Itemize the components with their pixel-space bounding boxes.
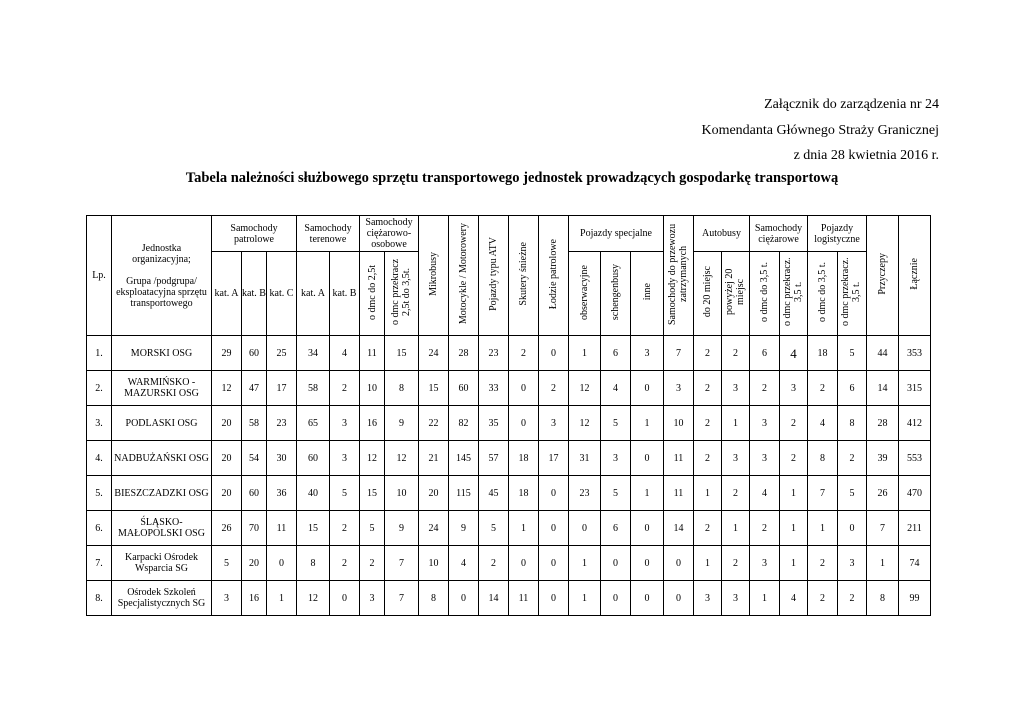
- cell: 115: [449, 476, 479, 511]
- cell: 4: [750, 476, 780, 511]
- cell: 74: [899, 546, 931, 581]
- row-lp: 4.: [87, 441, 112, 476]
- unit-header-line-2: Grupa /podgrupa/ eksploatacyjna sprzętu transportowego: [116, 275, 207, 309]
- cell: 0: [539, 476, 569, 511]
- cell: 39: [867, 441, 899, 476]
- cell: 2: [838, 581, 867, 616]
- cell: 9: [385, 511, 419, 546]
- cell: 2: [330, 546, 360, 581]
- cell: 2: [780, 441, 808, 476]
- cell: 34: [297, 336, 330, 371]
- row-lp: 8.: [87, 581, 112, 616]
- cell: 3: [694, 581, 722, 616]
- cell: 0: [631, 546, 664, 581]
- cell: 3: [780, 371, 808, 406]
- cell: 2: [808, 581, 838, 616]
- cell: 2: [694, 336, 722, 371]
- table-row: [87, 336, 931, 371]
- cell: 0: [330, 581, 360, 616]
- cell: 3: [601, 441, 631, 476]
- cell: 18: [509, 476, 539, 511]
- cell: 470: [899, 476, 931, 511]
- cell: 4: [601, 371, 631, 406]
- cell: 23: [569, 476, 601, 511]
- cell: 7: [385, 581, 419, 616]
- cell: 2: [750, 511, 780, 546]
- cell: 553: [899, 441, 931, 476]
- cell: 60: [242, 476, 267, 511]
- cell: 8: [838, 406, 867, 441]
- cell: 54: [242, 441, 267, 476]
- cell: 10: [419, 546, 449, 581]
- cell: 9: [449, 511, 479, 546]
- cell: 8: [297, 546, 330, 581]
- cell: 20: [212, 476, 242, 511]
- cell: 6: [601, 336, 631, 371]
- group-lodzie: Łodzie patrolowe: [539, 216, 569, 336]
- cell: 47: [242, 371, 267, 406]
- cell: 2: [694, 406, 722, 441]
- sub-ciez-powyzej-35: o dmc przekracz. 3,5 t.: [780, 252, 808, 336]
- row-lp: 5.: [87, 476, 112, 511]
- cell: 82: [449, 406, 479, 441]
- cell: 2: [694, 511, 722, 546]
- cell: 0: [509, 406, 539, 441]
- cell: 0: [539, 581, 569, 616]
- sub-patrol-a: kat. A: [212, 252, 242, 336]
- sub-teren-a: kat. A: [297, 252, 330, 336]
- cell: 16: [360, 406, 385, 441]
- cell: 26: [212, 511, 242, 546]
- cell: 20: [212, 441, 242, 476]
- group-skutery: Skutery śnieżne: [509, 216, 539, 336]
- cell: 2: [330, 371, 360, 406]
- cell: 0: [267, 546, 297, 581]
- cell: 3: [750, 546, 780, 581]
- cell: 1: [694, 546, 722, 581]
- sub-log-do-35: o dmc do 3,5 t.: [808, 252, 838, 336]
- cell: 2: [694, 371, 722, 406]
- cell: 70: [242, 511, 267, 546]
- cell: 1: [780, 476, 808, 511]
- group-patrol: Samochody patrolowe: [212, 216, 297, 252]
- cell: 8: [867, 581, 899, 616]
- cell: 3: [631, 336, 664, 371]
- cell: 60: [449, 371, 479, 406]
- cell: 30: [267, 441, 297, 476]
- cell: 211: [899, 511, 931, 546]
- cell: 1: [867, 546, 899, 581]
- cell: 9: [385, 406, 419, 441]
- table-row: [87, 371, 931, 406]
- cell: 58: [297, 371, 330, 406]
- row-unit-name: Karpacki Ośrodek Wsparcia SG: [112, 546, 212, 581]
- cell: 0: [601, 546, 631, 581]
- cell: 2: [808, 546, 838, 581]
- sub-ciez-os-2: o dmc przekracz 2,5t do 3,5t.: [385, 252, 419, 336]
- cell: 58: [242, 406, 267, 441]
- cell: 2: [722, 546, 750, 581]
- cell: 4: [808, 406, 838, 441]
- cell: 5: [601, 476, 631, 511]
- cell: 3: [722, 441, 750, 476]
- cell: 1: [780, 546, 808, 581]
- sub-patrol-c: kat. C: [267, 252, 297, 336]
- cell: 5: [838, 336, 867, 371]
- cell: 99: [899, 581, 931, 616]
- cell: 60: [242, 336, 267, 371]
- cell: 28: [449, 336, 479, 371]
- cell: 65: [297, 406, 330, 441]
- cell: 15: [385, 336, 419, 371]
- cell: 2: [694, 441, 722, 476]
- table-row: [87, 441, 931, 476]
- cell: 0: [569, 511, 601, 546]
- cell: 31: [569, 441, 601, 476]
- row-lp: 6.: [87, 511, 112, 546]
- table-row: [87, 546, 931, 581]
- cell: 3: [664, 371, 694, 406]
- group-ciezarowo-osobowe: Samochody ciężarowo-osobowe: [360, 216, 419, 252]
- cell: 44: [867, 336, 899, 371]
- cell: 2: [479, 546, 509, 581]
- cell: 1: [694, 476, 722, 511]
- cell: 14: [664, 511, 694, 546]
- cell: 0: [838, 511, 867, 546]
- row-unit-name: NADBUŻAŃSKI OSG: [112, 441, 212, 476]
- cell: 29: [212, 336, 242, 371]
- cell: 0: [509, 546, 539, 581]
- table-row: [87, 581, 931, 616]
- row-lp: 2.: [87, 371, 112, 406]
- group-terenowe: Samochody terenowe: [297, 216, 360, 252]
- cell: 10: [360, 371, 385, 406]
- cell: 24: [419, 336, 449, 371]
- table-row: [87, 406, 931, 441]
- cell: 8: [808, 441, 838, 476]
- sub-ciez-os-1: o dmc do 2,5t: [360, 252, 385, 336]
- group-przyczepy: Przyczepy: [867, 216, 899, 336]
- cell: 1: [569, 546, 601, 581]
- cell: 35: [479, 406, 509, 441]
- cell: 3: [838, 546, 867, 581]
- cell: 2: [780, 406, 808, 441]
- sub-autobusy-do-20: do 20 miejsc: [694, 252, 722, 336]
- cell: 2: [509, 336, 539, 371]
- table-row: [87, 511, 931, 546]
- cell: 6: [750, 336, 780, 371]
- table-row: [87, 476, 931, 511]
- cell: 5: [838, 476, 867, 511]
- group-lacznie: Łącznie: [899, 216, 931, 336]
- cell: 11: [664, 441, 694, 476]
- document-header: [701, 92, 939, 169]
- cell: 12: [360, 441, 385, 476]
- document-title: Tabela należności służbowego sprzętu transportowego jednostek prowadzących gospodarkę transportową: [185, 170, 839, 186]
- cell: 1: [569, 336, 601, 371]
- cell: 1: [722, 511, 750, 546]
- cell: 25: [267, 336, 297, 371]
- cell: 0: [449, 581, 479, 616]
- cell: 15: [360, 476, 385, 511]
- cell: 4: [449, 546, 479, 581]
- cell: 4: [780, 336, 808, 371]
- cell: 1: [780, 511, 808, 546]
- cell: 3: [330, 406, 360, 441]
- lp-header: Lp.: [87, 216, 112, 336]
- row-unit-name: WARMIŃSKO - MAZURSKI OSG: [112, 371, 212, 406]
- group-autobusy: Autobusy: [694, 216, 750, 252]
- cell: 36: [267, 476, 297, 511]
- sub-spec-inne: inne: [631, 252, 664, 336]
- sub-ciez-do-35: o dmc do 3,5 t.: [750, 252, 780, 336]
- cell: 12: [569, 406, 601, 441]
- cell: 0: [664, 546, 694, 581]
- sub-teren-b: kat. B: [330, 252, 360, 336]
- cell: 18: [808, 336, 838, 371]
- cell: 3: [360, 581, 385, 616]
- cell: 24: [419, 511, 449, 546]
- cell: 33: [479, 371, 509, 406]
- cell: 22: [419, 406, 449, 441]
- cell: 23: [267, 406, 297, 441]
- row-unit-name: ŚLĄSKO-MAŁOPOLSKI OSG: [112, 511, 212, 546]
- cell: 16: [242, 581, 267, 616]
- header-line-1: Załącznik do zarządzenia nr 24: [764, 97, 939, 112]
- cell: 7: [664, 336, 694, 371]
- sub-spec-schengenbusy: schengenbusy: [601, 252, 631, 336]
- row-lp: 3.: [87, 406, 112, 441]
- sub-patrol-b: kat. B: [242, 252, 267, 336]
- cell: 1: [267, 581, 297, 616]
- cell: 0: [509, 371, 539, 406]
- group-specjalne: Pojazdy specjalne: [569, 216, 664, 252]
- cell: 12: [569, 371, 601, 406]
- cell: 8: [385, 371, 419, 406]
- cell: 1: [722, 406, 750, 441]
- cell: 8: [419, 581, 449, 616]
- cell: 57: [479, 441, 509, 476]
- cell: 2: [722, 476, 750, 511]
- cell: 11: [664, 476, 694, 511]
- group-przewoz-zatrzymanych: Samochody do przewozu zatrzymanych: [664, 216, 694, 336]
- cell: 0: [631, 511, 664, 546]
- cell: 0: [631, 581, 664, 616]
- cell: 18: [509, 441, 539, 476]
- cell: 17: [267, 371, 297, 406]
- sub-autobusy-powyzej-20: powyżej 20 miejsc: [722, 252, 750, 336]
- cell: 6: [838, 371, 867, 406]
- cell: 3: [539, 406, 569, 441]
- cell: 21: [419, 441, 449, 476]
- cell: 7: [385, 546, 419, 581]
- unit-header-line-1: Jednostka organizacyjna;: [132, 242, 191, 265]
- cell: 1: [509, 511, 539, 546]
- cell: 0: [631, 371, 664, 406]
- cell: 1: [569, 581, 601, 616]
- cell: 353: [899, 336, 931, 371]
- cell: 3: [330, 441, 360, 476]
- cell: 2: [722, 336, 750, 371]
- cell: 20: [212, 406, 242, 441]
- cell: 3: [750, 406, 780, 441]
- cell: 12: [385, 441, 419, 476]
- cell: 412: [899, 406, 931, 441]
- cell: 3: [212, 581, 242, 616]
- header-line-2: Komendanta Głównego Straży Granicznej: [701, 122, 939, 138]
- cell: 3: [722, 581, 750, 616]
- cell: 15: [297, 511, 330, 546]
- cell: 11: [360, 336, 385, 371]
- cell: 6: [601, 511, 631, 546]
- cell: 45: [479, 476, 509, 511]
- cell: 5: [330, 476, 360, 511]
- group-logistyczne: Pojazdy logistyczne: [808, 216, 867, 252]
- cell: 14: [479, 581, 509, 616]
- cell: 145: [449, 441, 479, 476]
- group-atv: Pojazdy typu ATV: [479, 216, 509, 336]
- sub-spec-obserwacyjne: obserwacyjne: [569, 252, 601, 336]
- cell: 0: [539, 546, 569, 581]
- cell: 15: [419, 371, 449, 406]
- cell: 20: [242, 546, 267, 581]
- cell: 1: [808, 511, 838, 546]
- cell: 4: [330, 336, 360, 371]
- allocation-table: [86, 215, 931, 616]
- cell: 2: [539, 371, 569, 406]
- cell: 28: [867, 406, 899, 441]
- cell: 7: [808, 476, 838, 511]
- cell: 2: [808, 371, 838, 406]
- cell: 5: [360, 511, 385, 546]
- cell: 60: [297, 441, 330, 476]
- cell: 12: [297, 581, 330, 616]
- cell: 23: [479, 336, 509, 371]
- cell: 5: [601, 406, 631, 441]
- cell: 5: [212, 546, 242, 581]
- sub-log-powyzej-35: o dmc przekracz. 3,5 t.: [838, 252, 867, 336]
- cell: 14: [867, 371, 899, 406]
- cell: 1: [631, 476, 664, 511]
- cell: 7: [867, 511, 899, 546]
- cell: 1: [750, 581, 780, 616]
- cell: 4: [780, 581, 808, 616]
- cell: 11: [509, 581, 539, 616]
- cell: 0: [664, 581, 694, 616]
- cell: 0: [539, 511, 569, 546]
- cell: 10: [664, 406, 694, 441]
- row-unit-name: BIESZCZADZKI OSG: [112, 476, 212, 511]
- unit-header: [112, 216, 212, 336]
- cell: 5: [479, 511, 509, 546]
- cell: 2: [330, 511, 360, 546]
- cell: 11: [267, 511, 297, 546]
- cell: 10: [385, 476, 419, 511]
- cell: 3: [722, 371, 750, 406]
- cell: 17: [539, 441, 569, 476]
- cell: 0: [601, 581, 631, 616]
- row-unit-name: PODLASKI OSG: [112, 406, 212, 441]
- group-ciezarowe: Samochody ciężarowe: [750, 216, 808, 252]
- cell: 0: [631, 441, 664, 476]
- cell: 1: [631, 406, 664, 441]
- row-lp: 7.: [87, 546, 112, 581]
- cell: 20: [419, 476, 449, 511]
- cell: 0: [539, 336, 569, 371]
- cell: 26: [867, 476, 899, 511]
- group-motocykle: Motocykle / Motorowery: [449, 216, 479, 336]
- group-mikrobusy: Mikrobusy: [419, 216, 449, 336]
- row-lp: 1.: [87, 336, 112, 371]
- cell: 2: [750, 371, 780, 406]
- cell: 3: [750, 441, 780, 476]
- header-line-3: z dnia 28 kwietnia 2016 r.: [793, 148, 939, 163]
- cell: 2: [360, 546, 385, 581]
- cell: 2: [838, 441, 867, 476]
- row-unit-name: MORSKI OSG: [112, 336, 212, 371]
- cell: 40: [297, 476, 330, 511]
- cell: 315: [899, 371, 931, 406]
- row-unit-name: Ośrodek Szkoleń Specjalistycznych SG: [112, 581, 212, 616]
- cell: 12: [212, 371, 242, 406]
